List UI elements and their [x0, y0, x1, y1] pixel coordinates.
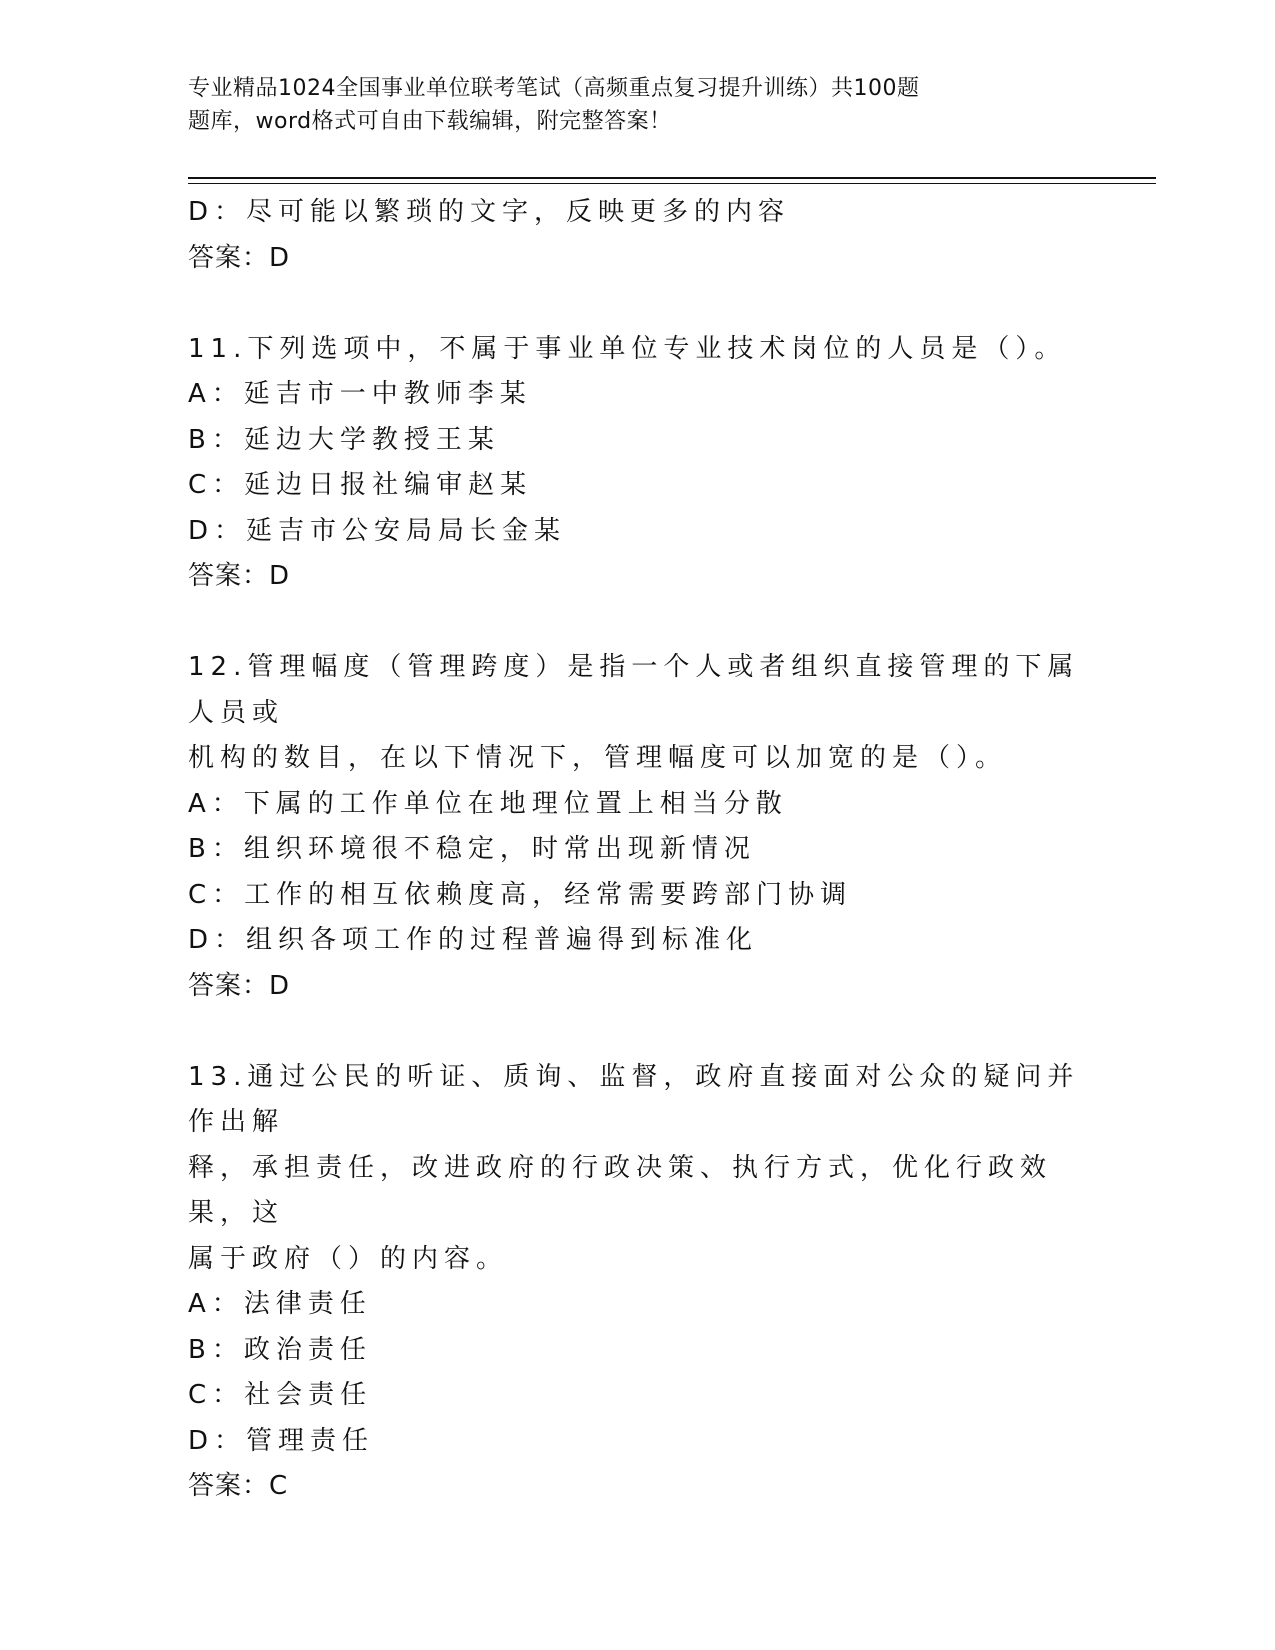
spacer	[188, 281, 1088, 327]
page-header	[188, 72, 1028, 138]
question-text-line-2: 机构的数目，在以下情况下，管理幅度可以加宽的是（）。	[188, 743, 1008, 773]
option-c: C：延边日报社编审赵某	[188, 470, 533, 500]
option-b: B：政治责任	[188, 1334, 372, 1365]
question-text-line-3: 属于政府（）的内容。	[188, 1243, 509, 1274]
answer-line: 答案：D	[188, 561, 291, 591]
question-text-line-2: 释，承担责任，改进政府的行政决策、执行方式，优化行政效果，这	[188, 1152, 1053, 1228]
option-d: D：尽可能以繁琐的文字，反映更多的内容	[188, 197, 791, 227]
header-title-line-1: 专业精品1024全国事业单位联考笔试（高频重点复习提升训练）共100题	[188, 76, 920, 101]
option-a: A：下属的工作单位在地理位置上相当分散	[188, 788, 788, 819]
header-divider-thick	[188, 177, 1156, 179]
question-11	[188, 327, 1088, 600]
header-title-line-2: 题库，word格式可自由下载编辑，附完整答案！	[188, 109, 672, 134]
spacer	[188, 1009, 1088, 1055]
option-c: C：工作的相互依赖度高，经常需要跨部门协调	[188, 879, 853, 910]
question-12	[188, 645, 1088, 1009]
option-d: D：延吉市公安局局长金某	[188, 515, 567, 546]
option-c: C：社会责任	[188, 1380, 373, 1410]
option-d: D：组织各项工作的过程普遍得到标准化	[188, 925, 759, 955]
question-text-line-1: 13.通过公民的听证、质询、监督，政府直接面对公众的疑问并作出解	[188, 1061, 1080, 1137]
question-content	[188, 190, 1088, 1510]
question-13	[188, 1055, 1088, 1510]
question-text: 11.下列选项中，不属于事业单位专业技术岗位的人员是（）。	[188, 333, 1067, 364]
option-b: B：组织环境很不稳定，时常出现新情况	[188, 834, 756, 864]
spacer	[188, 600, 1088, 646]
option-a: A：法律责任	[188, 1289, 372, 1319]
answer-line: 答案：D	[188, 242, 291, 273]
option-b: B：延边大学教授王某	[188, 424, 500, 455]
header-divider-thin	[188, 183, 1156, 184]
question-text-line-1: 12.管理幅度（管理跨度）是指一个人或者组织直接管理的下属人员或	[188, 652, 1080, 728]
previous-question-tail	[188, 190, 1088, 281]
option-a: A：延吉市一中教师李某	[188, 379, 532, 409]
answer-line: 答案：D	[188, 970, 291, 1001]
answer-line: 答案：C	[188, 1471, 289, 1501]
option-d: D：管理责任	[188, 1425, 375, 1456]
